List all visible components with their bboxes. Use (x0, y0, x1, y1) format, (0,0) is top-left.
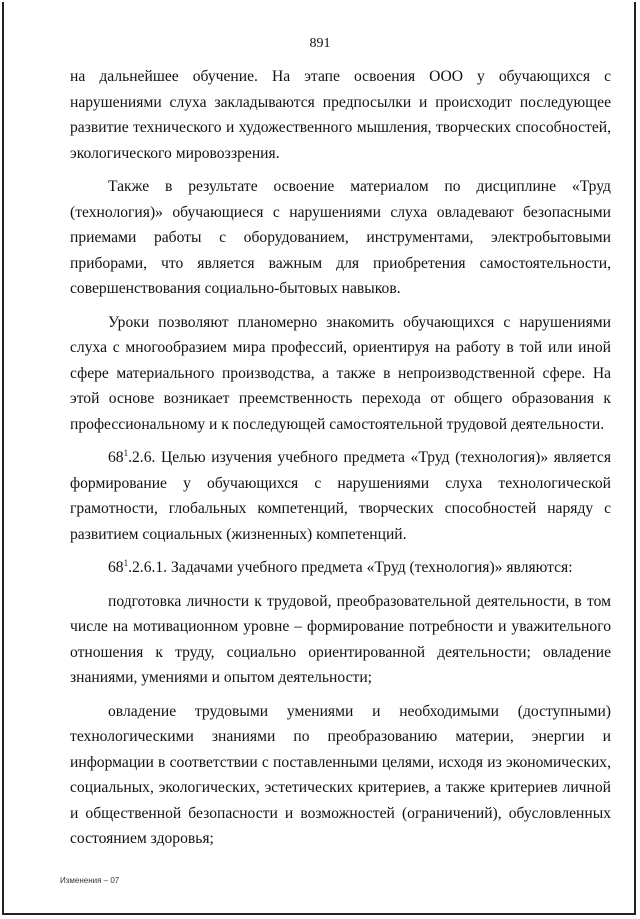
footer-revision: Изменения – 07 (60, 876, 120, 885)
paragraph-professions: Уроки позволяют планомерно знакомить обучающихся с нарушениями слуха с многообразием мира профессий, ориентируя на работу в той или иной сфере материального производства, а также в непроизводственной сфере. На этой основе возникает преемственность перехода от общего образования к профессиональному и к последующей самостоятельной трудовой деятельности. (70, 313, 611, 433)
section-text: Целью изучения учебного предмета «Труд (технология)» является формирование у обучающихся с нарушениями слуха технологической грамотности, глобальных компетенций, творческих способностей наряду с развитием социальных (жизненных) компетенций. (70, 449, 612, 543)
page-number: 891 (309, 36, 331, 51)
section-2681-tasks (70, 555, 611, 581)
task-item: овладение трудовыми умениями и необходимыми (доступными) технологическими знаниями по преобразованию материи, энергии и информации в соответствии с поставленными целями, исходя из экономических, социальных, экологических, эстетических критериев, а также критериев личной и общественной безопасности и возможностей (ограничений), обусловленных состоянием здоровья; (70, 702, 611, 847)
section-number: 68 (108, 449, 124, 466)
section-number-superscript: 1 (123, 557, 129, 568)
section-number-rest: .2.6.1. (128, 559, 171, 576)
section-text: Задачами учебного предмета «Труд (технология)» являются: (170, 559, 573, 576)
task-item: подготовка личности к трудовой, преобразовательной деятельности, в том числе на мотивационном уровне – формирование потребности и уважительного отношения к труду, социально ориентированной деятельности; овладение знаниями, умениями и опытом деятельности; (70, 592, 611, 686)
section-number-superscript: 1 (123, 447, 129, 458)
section-number: 68 (108, 559, 124, 576)
document-body (70, 64, 611, 852)
paragraph-safety-skills: Также в результате освоение материалом по дисциплине «Труд (технология)» обучающиеся с нарушениями слуха овладевают безопасными приемами работы с оборудованием, инструментами, электробытовыми приборами, что является важным для приобретения самостоятельности, совершенствования социально-бытовых навыков. (70, 178, 611, 297)
paragraph-continuation: на дальнейшее обучение. На этапе освоения ООО у обучающихся с нарушениями слуха закладываются предпосылки и происходит последующее развитие технического и художественного мышления, творческих способностей, экологического мировоззрения. (70, 68, 611, 162)
section-number-rest: .2.6. (128, 449, 161, 466)
section-268-goal (70, 445, 611, 547)
